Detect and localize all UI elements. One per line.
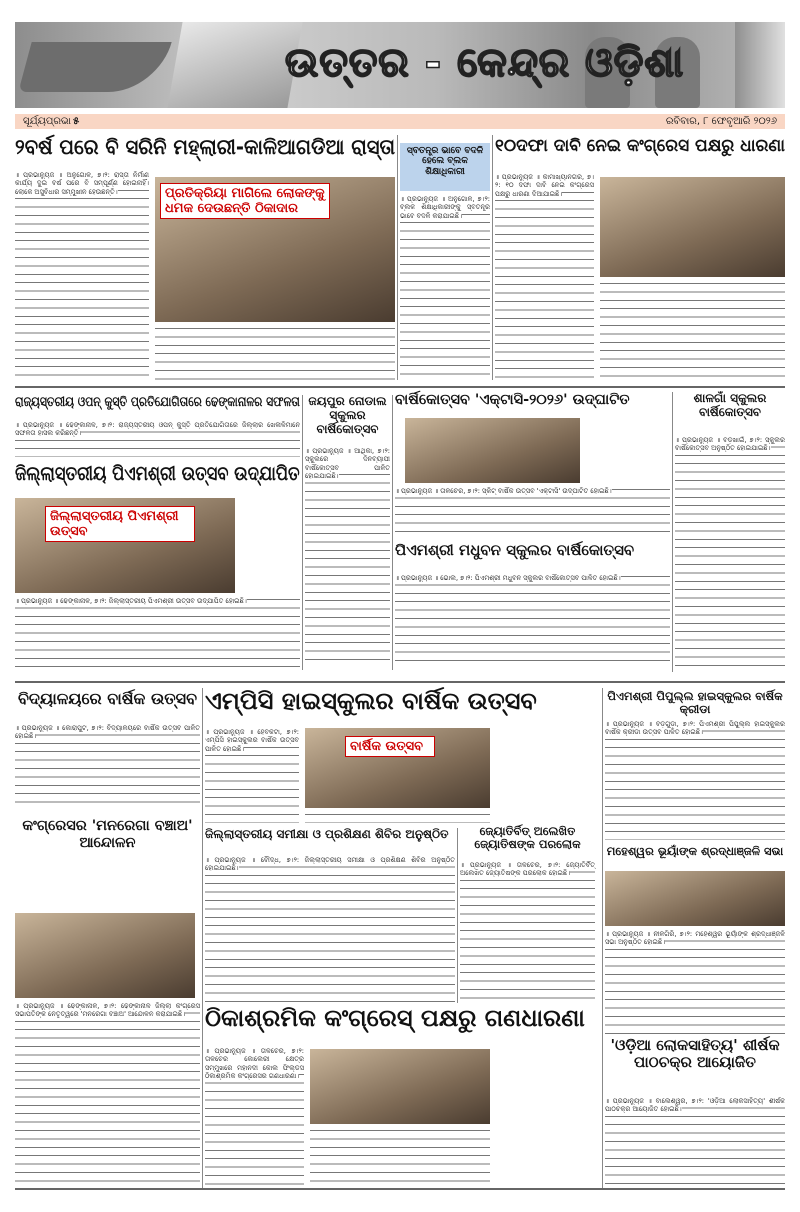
article-body xyxy=(15,1002,200,1183)
article-text: ॥ ପ୍ରଭାନ୍ୟୁଜ ॥ ତାଳଚେର, ୭।୨: ତାଳଚେର କୋଲେରୀ କ୍ଷେତ୍ର ସମ୍ମୁଖରେ ମହାନଦୀ କୋଲ ଫିଲ୍ଡସ ଠିକାଶ୍ରମିକ କଂଗ୍ରେସର ଗଣଧାରଣା। xyxy=(205,1047,304,1081)
column-rule xyxy=(457,828,458,1003)
column-rule xyxy=(602,688,603,1188)
article-a3 xyxy=(495,137,785,380)
article-text: ॥ ପ୍ରଭାନ୍ୟୁଜ ॥ ନୀଳଗିରି, ୭।୨: ମହେଶ୍ୱର ଭୂୟାଁଙ୍କ ଶ୍ରଦ୍ଧାଞ୍ଜଳି ସଭା ଅନୁଷ୍ଠିତ ହୋଇଛି। xyxy=(605,930,785,947)
news-photo xyxy=(605,871,785,926)
photo-caption-banner: ପ୍ରତିକ୍ରିୟା ମାଗିଲେ ଲୋକଙ୍କୁ ଧମକ ଦେଉଛନ୍ତି ଠିକାଦାର xyxy=(160,183,330,219)
section-divider xyxy=(15,681,785,683)
article-text: ॥ ପ୍ରଭାନ୍ୟୁଜ ॥ ବଡ଼ଖାଇଁ, ୭।୨: ସ୍କୁଲର ବାର୍ଷିକୋତ୍ସବ ଅନୁଷ୍ଠିତ ହୋଇଯାଇଛି। xyxy=(675,436,785,453)
article-a4 xyxy=(15,395,300,457)
portrait-graphic xyxy=(735,22,785,108)
article-body xyxy=(15,724,200,810)
headline: ଏମ୍‌ପିସି ହାଇସ୍କୁଲର ବାର୍ଷିକ ଉତ୍ସବ xyxy=(205,687,537,715)
article-text: ॥ ପ୍ରଭାନ୍ୟୁଜ ॥ ଆଥିକା, ୭।୨: ସ୍କୁଲରେ ଦିନବ୍ୟାପୀ ବାର୍ଷିକୋତ୍ସବ ପାଳିତ ହୋଇଯାଇଛି। xyxy=(305,447,390,481)
headline: ବାର୍ଷିକୋତ୍ସବ 'ଏକ୍ଟାସି-୨୦୨୬' ଉଦ୍‌ଘାଟିତ xyxy=(395,392,630,408)
column-rule xyxy=(202,688,203,1188)
article-body xyxy=(395,487,670,537)
article-body xyxy=(15,597,300,672)
article-text: ॥ ପ୍ରଭାନ୍ୟୁଜ ॥ ବଡ଼ଗୁଡ଼ା, ୭।୨: ପିଏମଶ୍ରୀ ପିପୁଲ୍ଲ ହାଇସ୍କୁଲର ବାର୍ଷିକ କ୍ରୀଡା ଉତ୍ସବ ପାଳିତ ହୋଇଛି। xyxy=(605,720,785,737)
flag-graphic xyxy=(167,22,302,108)
masthead xyxy=(15,22,785,108)
article-body xyxy=(605,1097,785,1187)
paper-name: ସୂର୍ଯ୍ୟପ୍ରଭା xyxy=(23,116,72,127)
article-body-continued xyxy=(600,281,785,380)
headline: ପିଏମଶ୍ରୀ ପିପୁଲ୍ଲ ହାଇସ୍କୁଲର ବାର୍ଷିକ କ୍ରୀଡା xyxy=(607,689,783,717)
article-body xyxy=(495,173,594,380)
date-strip xyxy=(15,114,785,129)
article-body xyxy=(305,447,390,665)
headline: ଜିଲ୍ଲାସ୍ତରୀୟ ସମୀକ୍ଷା ଓ ପ୍ରଶିକ୍ଷଣ ଶିବିର ଅନୁଷ୍ଠିତ xyxy=(205,827,449,841)
article-text: ॥ ପ୍ରଭାନ୍ୟୁଜ ॥ କାମାଖ୍ୟାନଗର, ୭।୨: ୧୦ ଦଫା ଦାବି ନେଇ କଂଗ୍ରେସ ପକ୍ଷରୁ ଧାରଣା ଦିଆଯାଇଛି। xyxy=(495,173,594,198)
article-body xyxy=(205,728,299,823)
article-text: ॥ ପ୍ରଭାନ୍ୟୁଜ ॥ କୋରାପୁଟ, ୭।୨: ବିଦ୍ୟାଳୟରେ ବାର୍ଷିକ ଉତ୍ସବ ପାଳିତ ହୋଇଛି। xyxy=(15,724,200,741)
news-photo xyxy=(310,1049,490,1124)
headline: ଶାଳଗାଁ ସ୍କୁଲର ବାର୍ଷିକୋତ୍ସବ xyxy=(693,391,767,419)
headline: ଜିଲ୍ଲାସ୍ତରୀୟ ପିଏମଶ୍ରୀ ଉତ୍ସବ ଉଦ୍‌ଯାପିତ xyxy=(15,461,300,485)
article-body xyxy=(675,436,785,667)
article-a12 xyxy=(605,690,785,840)
article-body xyxy=(460,861,595,1005)
headline: କଂଗ୍ରେସର 'ମନରେଗା ବଞ୍ଚାଅ' ଆନ୍ଦୋଳନ xyxy=(22,818,193,851)
article-a15 xyxy=(460,825,595,1005)
column-rule xyxy=(302,395,303,670)
article-body xyxy=(605,720,785,840)
article-text: ॥ ପ୍ରଭାନ୍ୟୁଜ ॥ ଢେଙ୍କାନାଳ, ୭।୨: ରାଜ୍ୟସ୍ତରୀୟ ଓପନ୍ କୁସ୍ତି ପ୍ରତିଯୋଗିତାରେ ଜିଲ୍ଲାର ଖେଳାଳିମାନେ ସଫଳତା ହାସଲ କରିଛନ୍ତି। xyxy=(15,421,300,438)
article-text: ॥ ପ୍ରଭାନ୍ୟୁଜ ॥ ଭୋଲ, ୭।୨: ପିଏମଶ୍ରୀ ମଧୁବନ ସ୍କୁଲର ବାର୍ଷିକୋତ୍ସବ ପାଳିତ ହୋଇଛି। xyxy=(395,574,621,582)
page-number: ୫ xyxy=(73,116,80,127)
article-a16 xyxy=(605,845,785,1035)
article-a2 xyxy=(400,143,490,380)
column-rule xyxy=(392,395,393,670)
headline: ପିଏମଶ୍ରୀ ମଧୁବନ ସ୍କୁଲର ବାର୍ଷିକୋତ୍ସବ xyxy=(395,541,635,559)
news-photo xyxy=(600,177,785,277)
article-body xyxy=(395,574,670,667)
news-photo xyxy=(405,418,580,483)
article-body xyxy=(15,421,300,457)
section-divider xyxy=(15,1188,785,1190)
article-text: ॥ ପ୍ରଭାନ୍ୟୁଜ ॥ ଅନୁଗୋଳ, ୭।୨: ବ୍ଲକ ଶିକ୍ଷାଧିକାରୀଙ୍କୁ ସ୍ବତନ୍ତ୍ର ଭାବେ ବଦଳି କରାଯାଇଛି। xyxy=(400,195,490,220)
article-a11 xyxy=(205,688,600,823)
article-body xyxy=(205,856,455,1003)
article-a5 xyxy=(305,395,390,665)
headline: 'ଓଡ଼ିଆ ଲୋକସାହିତ୍ୟ' ଶୀର୍ଷକ ପାଠଚକ୍ର ଆୟୋଜିତ xyxy=(610,1036,780,1072)
article-body-continued xyxy=(155,326,395,380)
section-title: ଉତ୍ତର - କେନ୍ଦ୍ର ଓଡ଼ିଶା xyxy=(285,40,685,86)
article-a1 xyxy=(15,135,395,380)
article-a8 xyxy=(15,462,300,672)
article-text: ॥ ପ୍ରଭାନ୍ୟୁଜ ॥ ତାଳଚେର, ୭।୨: ଜ୍ୟୋତିର୍ବିତ୍ ଅଲେଖିତ ଜ୍ୟୋତିଷଙ୍କ ପରଲୋକ ହୋଇଛି। xyxy=(460,861,595,878)
article-text: ॥ ପ୍ରଭାନ୍ୟୁଜ ॥ ହେବକଟା, ୭।୨: ଏମ୍‌ପିସି ହାଇସ୍କୁଲର ବାର୍ଷିକ ଉତ୍ସବ ପାଳିତ ହୋଇଛି। xyxy=(205,728,299,753)
headline: ରାଜ୍ୟସ୍ତରୀୟ ଓପନ୍ କୁସ୍ତି ପ୍ରତିଯୋଗିତାରେ ଢେଙ୍କାନାଳର ସଫଳତା xyxy=(15,394,300,410)
news-photo xyxy=(15,913,195,998)
article-a17 xyxy=(205,1005,595,1185)
article-body-continued xyxy=(305,812,490,823)
headline: ସ୍ବତନ୍ତ୍ର ଭାବେ ବଦଳି ହେଲେ ବ୍ଲକ ଶିକ୍ଷାଧିକାରୀ xyxy=(400,143,490,191)
article-text: ॥ ପ୍ରଭାନ୍ୟୁଜ ॥ ବାଲେଶ୍ୱର, ୭।୨: 'ଓଡ଼ିଆ ଲୋକସାହିତ୍ୟ' ଶୀର୍ଷକ ପାଠଚକ୍ର ଆୟୋଜିତ ହୋଇଛି। xyxy=(605,1097,785,1114)
headline: ବିଦ୍ୟାଳୟରେ ବାର୍ଷିକ ଉତ୍ସବ xyxy=(17,689,198,708)
article-text: ॥ ପ୍ରଭାନ୍ୟୁଜ ॥ ବୌଦ୍ଧ, ୭।୨: ଜିଲ୍ଲାସ୍ତରୀୟ ସମୀକ୍ଷା ଓ ପ୍ରଶିକ୍ଷଣ ଶିବିର ଅନୁଷ୍ଠିତ ହୋଇଯାଇଛି। xyxy=(205,856,455,873)
issue-date: ରବିବାର, ୮ ଫେବୃଆରି ୨୦୨୬ xyxy=(665,116,777,127)
article-a7 xyxy=(675,392,785,667)
headline: ଜୟପୁର ନୋଡାଲ ସ୍କୁଲର ବାର୍ଷିକୋତ୍ସବ xyxy=(308,394,387,436)
boat-graphic xyxy=(18,42,171,92)
column-rule xyxy=(672,392,673,672)
article-a18 xyxy=(605,1037,785,1187)
section-divider xyxy=(15,386,785,388)
column-rule xyxy=(397,135,398,380)
article-a9 xyxy=(395,542,670,667)
article-body xyxy=(605,930,785,1035)
photo-caption-banner: ବାର୍ଷିକ ଉତ୍ସବ xyxy=(345,736,435,757)
article-a10 xyxy=(15,690,200,810)
photo-caption-banner: ଜିଲ୍ଲାସ୍ତରୀୟ ପିଏମଶ୍ରୀ ଉତ୍ସବ xyxy=(45,506,195,542)
column-rule xyxy=(492,135,493,380)
article-a13 xyxy=(15,818,200,1183)
headline: ୨ବର୍ଷ ପରେ ବି ସରିନି ମହ୍ଲାରୀ-କାଳିଆଗଡିଆ ରାସ୍ତା xyxy=(15,135,396,159)
article-text: ॥ ପ୍ରଭାନ୍ୟୁଜ ॥ ତାଳଚେର, ୭।୨: ସ୍କିଟ୍ ବାର୍ଷିକ ଉତ୍ସବ 'ଏକ୍ଟାସି' ଉଦ୍‌ଘାଟିତ ହୋଇଛି। xyxy=(395,487,612,495)
headline: ଜ୍ୟୋତିର୍ବିତ୍ ଅଲେଖିତ ଜ୍ୟୋତିଷଙ୍କ ପରଲୋକ xyxy=(474,824,581,852)
article-body-continued xyxy=(310,1128,490,1185)
article-body xyxy=(400,195,490,380)
article-a14 xyxy=(205,828,455,1003)
headline: ୧୦ଦଫା ଦାବି ନେଇ କଂଗ୍ରେସ ପକ୍ଷରୁ ଧାରଣା xyxy=(495,136,786,156)
article-body xyxy=(205,1047,304,1185)
article-text: ॥ ପ୍ରଭାନ୍ୟୁଜ ॥ ଢେଙ୍କାନାଳ, ୭।୨: ଢେଙ୍କାନାଳ ଜିଲ୍ଲା କଂଗ୍ରେସ ସଭାପତିଙ୍କ ନେତୃତ୍ୱରେ 'ମନରେଗା ବଞ୍ଚାଅ' ଆନ୍ଦୋଳନ କରାଯାଇଛି। xyxy=(15,1002,200,1019)
headline: ଠିକାଶ୍ରମିକ କଂଗ୍ରେସ୍ ପକ୍ଷରୁ ଗଣଧାରଣା xyxy=(205,1004,585,1032)
headline: ମହେଶ୍ୱର ଭୂୟାଁଙ୍କ ଶ୍ରଦ୍ଧାଞ୍ଜଳି ସଭା xyxy=(606,844,784,858)
article-body xyxy=(15,171,149,380)
article-text: ॥ ପ୍ରଭାନ୍ୟୁଜ ॥ ଅନୁଗୋଳ, ୭।୨: ରାସ୍ତା ନିର୍ମାଣ କାର୍ଯ୍ୟ ଦୁଇ ବର୍ଷ ପରେ ବି ସମ୍ପୂର୍ଣ୍ଣ ହୋଇନାହିଁ। ଲୋକେ ଅସୁବିଧାର ସମ୍ମୁଖୀନ ହେଉଛନ୍ତି। xyxy=(15,171,149,196)
article-text: ॥ ପ୍ରଭାନ୍ୟୁଜ ॥ ଢେଙ୍କାନାଳ, ୭।୨: ଜିଲ୍ଲାସ୍ତରୀୟ ପିଏମଶ୍ରୀ ଉତ୍ସବ ଉଦ୍‌ଯାପିତ ହୋଇଛି। xyxy=(15,597,247,605)
article-a6 xyxy=(395,392,670,537)
